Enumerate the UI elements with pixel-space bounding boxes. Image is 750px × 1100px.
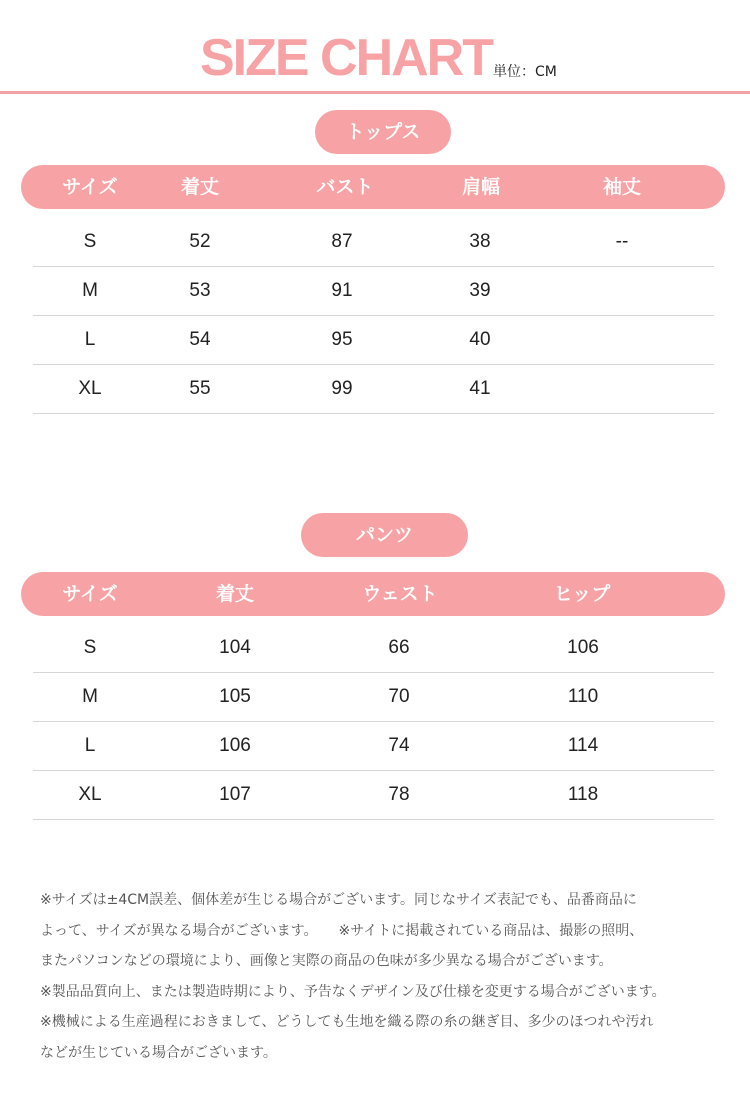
pants-header-row	[21, 572, 725, 616]
tops-col-length: 着丈	[180, 176, 220, 198]
table-row	[33, 672, 714, 722]
sleeve-cell: --	[615, 231, 629, 252]
table-row	[33, 315, 714, 365]
length-cell: 107	[219, 784, 251, 805]
length-cell: 105	[219, 686, 251, 707]
waist-cell: 74	[388, 735, 410, 756]
waist-cell: 66	[388, 637, 410, 658]
pants-col-size: サイズ	[62, 583, 118, 605]
shoulder-cell: 39	[469, 280, 491, 301]
length-cell: 52	[189, 231, 211, 252]
bust-cell: 87	[331, 231, 353, 252]
shoulder-cell: 38	[469, 231, 491, 252]
bust-cell: 99	[331, 378, 353, 399]
size-cell: S	[83, 637, 97, 658]
tops-col-size: サイズ	[62, 176, 118, 198]
length-cell: 106	[219, 735, 251, 756]
hip-cell: 118	[567, 784, 599, 805]
hip-cell: 114	[567, 735, 599, 756]
size-cell: S	[83, 231, 97, 252]
table-row	[33, 721, 714, 771]
size-cell: XL	[78, 378, 102, 399]
shoulder-cell: 41	[469, 378, 491, 399]
header-divider	[0, 91, 750, 94]
tops-col-bust: バスト	[316, 176, 374, 198]
table-row	[33, 623, 714, 673]
table-row	[33, 770, 714, 820]
note-line: またパソコンなどの環境により、画像と実際の商品の色味が多少異なる場合がございます。	[40, 953, 613, 969]
bust-cell: 95	[331, 329, 353, 350]
note-line: よって、サイズが異なる場合がございます。 ※サイトに掲載されている商品は、撮影の照明、	[40, 922, 644, 939]
note-line: などが生じている場合がございます。	[40, 1044, 277, 1061]
size-cell: XL	[78, 784, 102, 805]
pants-section-label: パンツ	[301, 513, 468, 557]
length-cell: 53	[189, 280, 211, 301]
header	[0, 0, 750, 100]
tops-col-shoulder: 肩幅	[461, 176, 501, 198]
page-title: SIZE CHART	[200, 29, 492, 87]
length-cell: 55	[189, 378, 211, 399]
note-line: ※製品品質向上、または製造時期により、予告なくデザイン及び仕様を変更する場合がございます。	[40, 983, 666, 1000]
table-row	[33, 266, 714, 316]
tops-header-row	[21, 165, 725, 209]
length-cell: 54	[189, 329, 211, 350]
pants-col-length: 着丈	[215, 583, 255, 605]
table-row	[33, 364, 714, 414]
size-cell: M	[82, 686, 98, 707]
table-row	[33, 217, 714, 267]
size-cell: L	[84, 329, 96, 350]
pants-col-waist: ウェスト	[362, 583, 438, 605]
bust-cell: 91	[331, 280, 353, 301]
note-line: ※サイズは±4CM誤差、個体差が生じる場合がございます。同じなサイズ表記でも、品番商品に	[40, 892, 637, 908]
shoulder-cell: 40	[469, 329, 491, 350]
notes-block	[40, 885, 740, 1068]
waist-cell: 70	[388, 686, 410, 707]
hip-cell: 106	[567, 637, 599, 658]
tops-section-label: トップス	[315, 110, 451, 154]
pants-col-hip: ヒップ	[553, 583, 611, 605]
unit-label: 単位：CM	[493, 64, 557, 80]
tops-col-sleeve: 袖丈	[602, 176, 642, 198]
size-cell: L	[84, 735, 96, 756]
waist-cell: 78	[388, 784, 410, 805]
size-cell: M	[82, 280, 98, 301]
note-line: ※機械による生産過程におきまして、どうしても生地を織る際の糸の継ぎ目、多少のほつれや汚れ	[40, 1014, 654, 1030]
hip-cell: 110	[567, 686, 599, 707]
length-cell: 104	[219, 637, 251, 658]
